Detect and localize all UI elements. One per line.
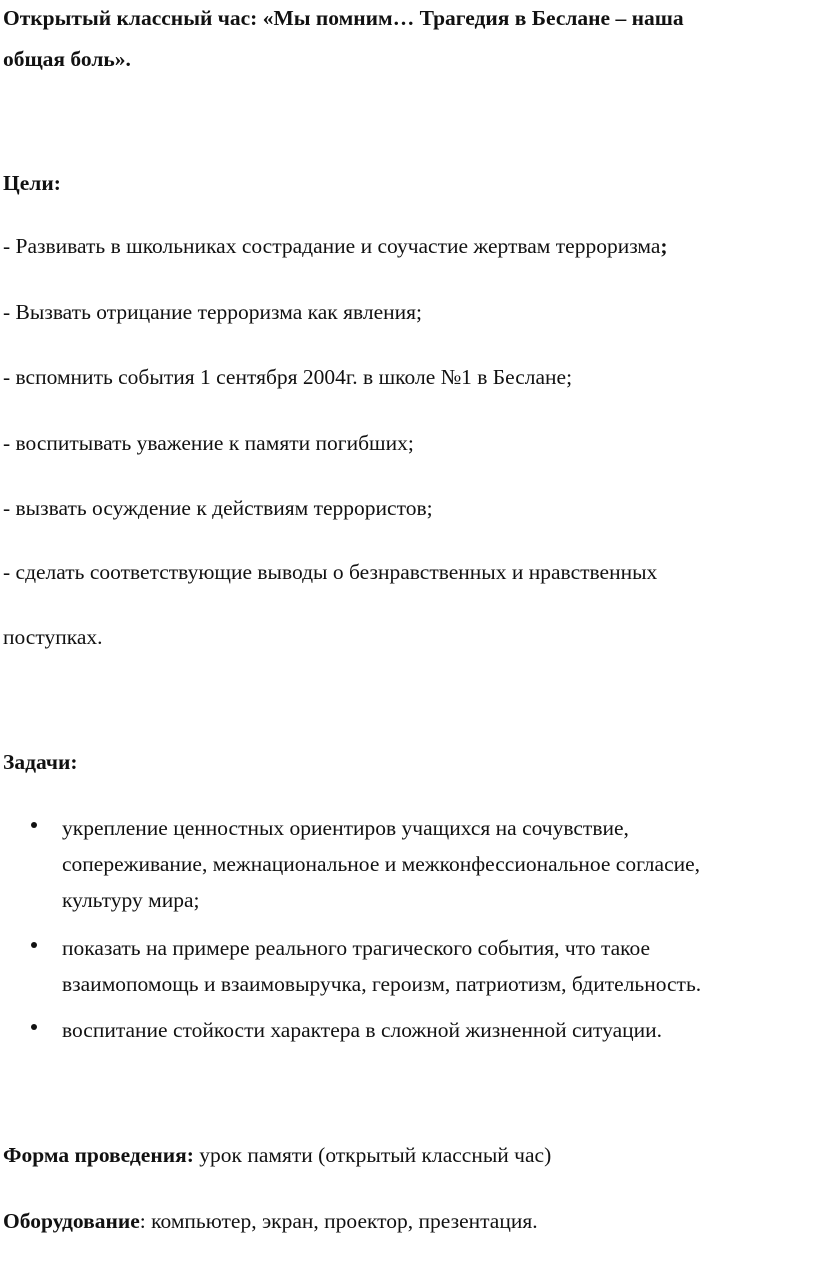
equipment-label: Оборудование: [3, 1209, 140, 1233]
goal-item-4: - воспитывать уважение к памяти погибших;: [3, 431, 414, 455]
task-bullet-1-text: [62, 810, 700, 918]
document-title-line-2: общая боль».: [3, 47, 131, 71]
task-bullet-3-line-1: воспитание стойкости характера в сложной жизненной ситуации.: [62, 1018, 663, 1042]
goal-item-2: - Вызвать отрицание терроризма как явления;: [3, 300, 422, 324]
task-bullet-1-line-1: укрепление ценностных ориентиров учащихся на сочувствие,: [62, 816, 629, 840]
equipment-value: : компьютер, экран, проектор, презентация.: [139, 1209, 538, 1233]
document-title-line-1: Открытый классный час: «Мы помним… Трагедия в Беслане – наша: [3, 6, 684, 30]
task-bullet-1-line-3: культуру мира;: [62, 888, 200, 912]
task-bullet-3-text: [62, 1012, 662, 1048]
bullet-dot-icon: [31, 1024, 37, 1030]
task-bullet-2-line-2: взаимопомощь и взаимовыручка, героизм, патриотизм, бдительность.: [62, 972, 702, 996]
task-bullet-2-line-1: показать на примере реального трагического события, что такое: [62, 936, 651, 960]
equipment-line: [3, 1206, 538, 1236]
form-label: Форма проведения:: [3, 1143, 194, 1167]
bullet-dot-icon: [31, 822, 37, 828]
goal-item-1-text: - Развивать в школьниках сострадание и соучастие жертвам терроризма: [3, 234, 661, 258]
task-bullet-1-line-2: сопереживание, межнациональное и межконфессиональное согласие,: [62, 852, 701, 876]
tasks-heading: Задачи:: [3, 750, 78, 774]
goal-item-1: [3, 231, 668, 261]
goal-item-6-continuation: поступках.: [3, 625, 103, 649]
form-line: [3, 1140, 551, 1170]
form-value: урок памяти (открытый классный час): [193, 1143, 552, 1167]
goal-item-3: - вспомнить события 1 сентября 2004г. в школе №1 в Беслане;: [3, 365, 573, 389]
task-bullet-2-text: [62, 930, 701, 1002]
goal-item-6: - сделать соответствующие выводы о безнравственных и нравственных: [3, 560, 658, 584]
goal-item-1-semicolon: ;: [660, 234, 668, 258]
goals-heading: Цели:: [3, 171, 61, 195]
bullet-dot-icon: [31, 942, 37, 948]
goal-item-5: - вызвать осуждение к действиям террористов;: [3, 496, 433, 520]
